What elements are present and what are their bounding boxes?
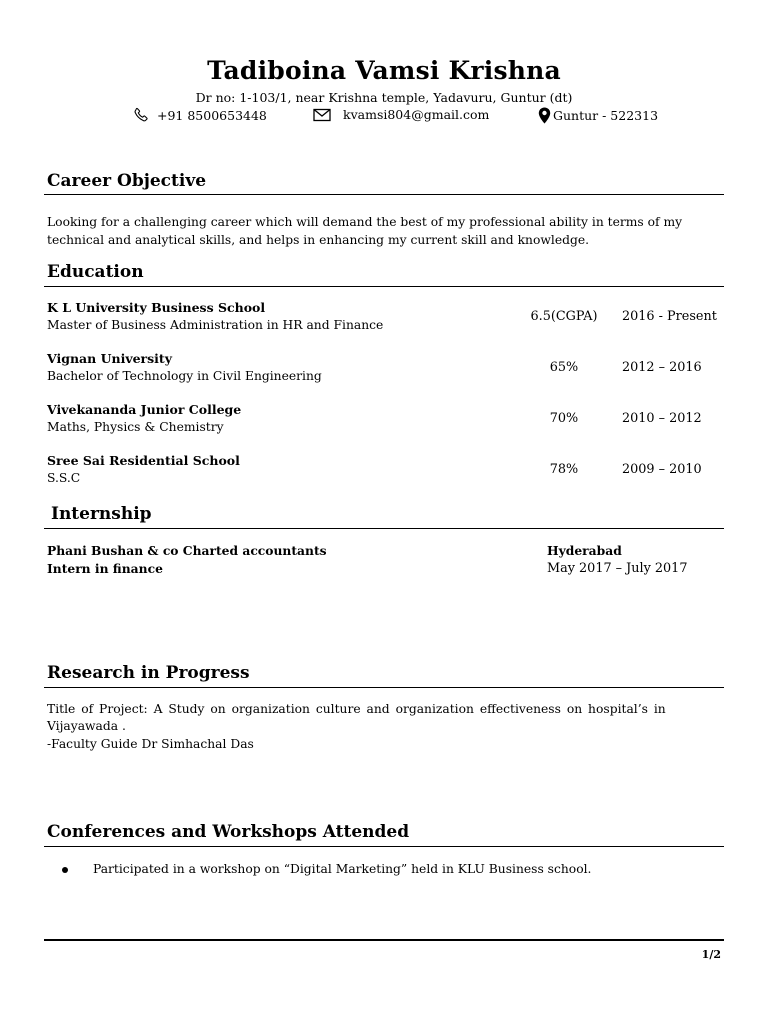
education-score: 65%: [549, 360, 579, 375]
education-degree: Master of Business Administration in HR and Finance: [47, 318, 384, 332]
internship-divider: [44, 528, 724, 529]
phone-icon: [133, 107, 149, 123]
phone-number: +91 8500653448: [157, 107, 267, 123]
education-years: 2012 – 2016: [622, 360, 702, 375]
research-faculty-guide: -Faculty Guide Dr Simhachal Das: [47, 737, 254, 751]
education-institution: Vivekananda Junior College: [47, 402, 242, 417]
bullet-icon: [62, 867, 68, 873]
internship-role: Intern in finance: [47, 561, 163, 576]
education-years: 2010 – 2012: [622, 411, 702, 426]
location-contact: [538, 107, 658, 124]
career-objective-line-1: Looking for a challenging career which will demand the best of my professional ability in terms of my: [47, 215, 683, 229]
location-text: Guntur - 522313: [553, 108, 659, 123]
education-institution: Sree Sai Residential School: [47, 453, 240, 468]
internship-period: May 2017 – July 2017: [547, 561, 688, 576]
education-heading: Education: [47, 262, 144, 282]
education-years: 2009 – 2010: [622, 462, 702, 477]
internship-place: Hyderabad: [547, 543, 622, 558]
career-objective-heading: Career Objective: [47, 171, 207, 191]
education-divider: [44, 286, 724, 287]
envelope-icon: [313, 108, 331, 122]
education-degree: S.S.C: [47, 471, 81, 485]
phone-contact: [133, 107, 267, 123]
footer-divider: [44, 939, 724, 941]
career-objective-divider: [44, 194, 724, 195]
conferences-divider: [44, 846, 724, 847]
internship-heading: Internship: [51, 504, 152, 524]
address: Dr no: 1-103/1, near Krishna temple, Yadavuru, Guntur (dt): [195, 90, 573, 105]
education-entry: [47, 351, 727, 391]
email-address: kvamsi804@gmail.com: [343, 107, 490, 122]
education-years: 2016 - Present: [622, 309, 717, 324]
internship-company: Phani Bushan & co Charted accountants: [47, 543, 327, 558]
education-entry: [47, 300, 727, 340]
career-objective-line-2: technical and analytical skills, and helps in enhancing my current skill and knowledge.: [47, 233, 590, 247]
map-pin-icon: [538, 107, 551, 124]
education-score: 70%: [549, 411, 579, 426]
education-institution: K L University Business School: [47, 300, 266, 315]
education-entry: [47, 402, 727, 442]
education-score: 78%: [549, 462, 579, 477]
education-entry: [47, 453, 727, 493]
page-number: 1/2: [701, 948, 721, 961]
education-institution: Vignan University: [47, 351, 172, 366]
research-divider: [44, 687, 724, 688]
conference-item: Participated in a workshop on “Digital Marketing” held in KLU Business school.: [93, 862, 592, 876]
research-title-line-1: Title of Project: A Study on organization culture and organization effectiveness on hospital’s in: [47, 702, 666, 716]
research-title-line-2: Vijayawada .: [47, 719, 126, 733]
conferences-heading: Conferences and Workshops Attended: [47, 822, 410, 842]
education-score: 6.5(CGPA): [530, 309, 598, 324]
research-heading: Research in Progress: [47, 663, 250, 683]
candidate-name: Tadiboina Vamsi Krishna: [207, 56, 561, 85]
education-degree: Bachelor of Technology in Civil Engineering: [47, 369, 322, 383]
email-contact: [313, 107, 489, 122]
education-degree: Maths, Physics & Chemistry: [47, 420, 224, 434]
